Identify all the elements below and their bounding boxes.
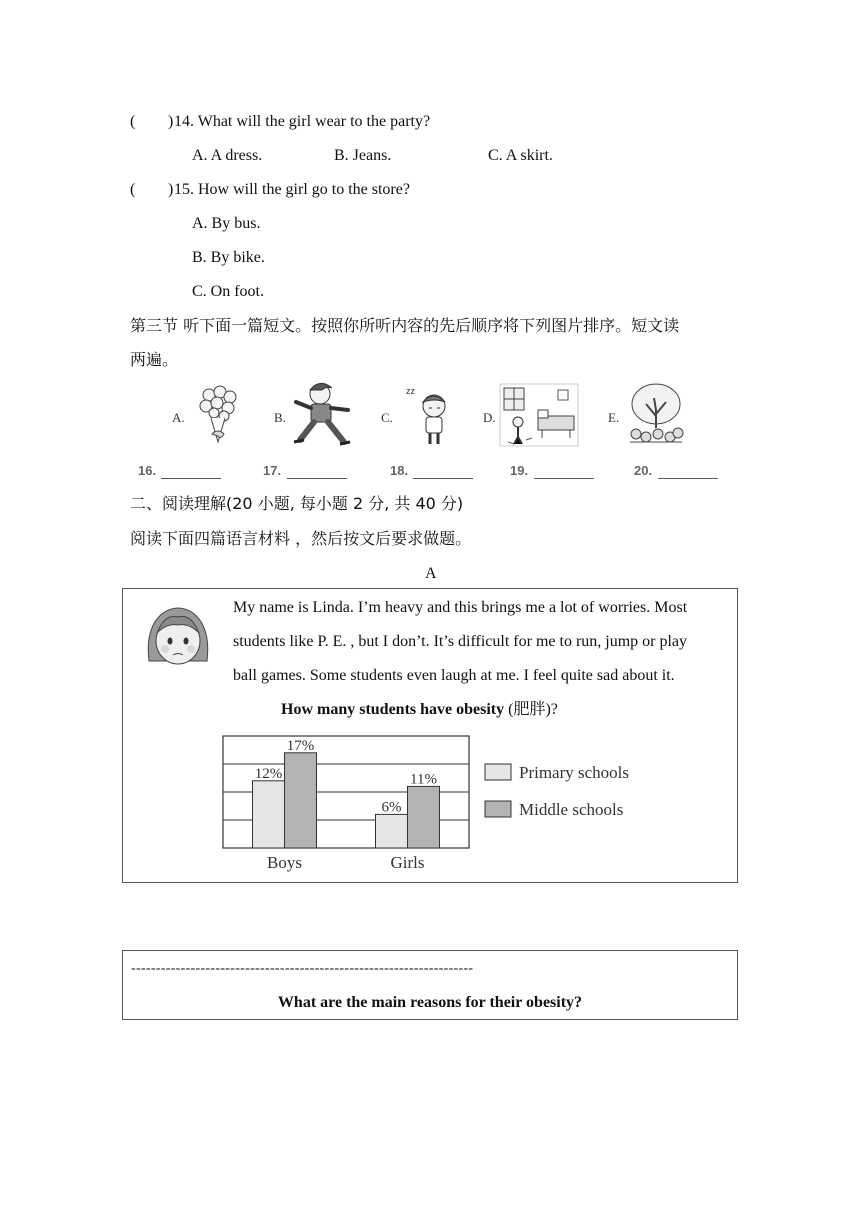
blank-label-18: 18. (390, 463, 409, 478)
passage-letter: A (425, 565, 437, 582)
chart-title (281, 700, 558, 720)
blank-line-17[interactable] (287, 478, 347, 479)
data-label: 11% (410, 771, 437, 788)
flower-bouquet-icon (196, 384, 240, 448)
bar (408, 786, 440, 848)
blank-label-17: 17. (263, 463, 282, 478)
q15-option-a: A. By bus. (192, 215, 261, 232)
q14-option-b: B. Jeans. (334, 147, 392, 164)
bar (285, 753, 317, 848)
blank-label-20: 20. (634, 463, 653, 478)
chart-title-bold: How many students have obesity (281, 701, 505, 718)
data-label: 17% (286, 737, 315, 754)
legend-label: Middle schools (519, 800, 624, 819)
q14-option-c: C. A skirt. (488, 147, 553, 164)
blank-label-19: 19. (510, 463, 529, 478)
blank-line-20[interactable] (658, 478, 718, 479)
question-14: 14. What will the girl wear to the party? (174, 113, 431, 130)
q14-option-a: A. A dress. (192, 147, 263, 164)
data-label: 12% (254, 765, 283, 782)
reading-instruction: 阅读下面四篇语言材料 ，然后按文后要求做题。 (130, 529, 472, 548)
obesity-bar-chart (219, 732, 649, 877)
legend-swatch (485, 764, 511, 780)
section3-instruction-line2: 两遍。 (130, 350, 179, 369)
sleepy-boy-icon (402, 382, 456, 446)
messy-bedroom-icon (498, 382, 580, 448)
picture-label-c: C. (381, 410, 393, 425)
question-15: 15. How will the girl go to the store? (174, 181, 410, 198)
answer-paren-close-15: ) (168, 181, 174, 198)
chart-legend (485, 763, 629, 819)
legend-label: Primary schools (519, 763, 630, 782)
tree-flowers-icon (624, 380, 688, 448)
blank-line-16[interactable] (161, 478, 221, 479)
data-label: 6% (381, 799, 402, 816)
picture-label-b: B. (274, 410, 286, 425)
bar (253, 781, 285, 848)
bar (376, 814, 408, 848)
picture-label-a: A. (172, 410, 185, 425)
passage-line-1: My name is Linda. I’m heavy and this brings me a lot of worries. Most (233, 599, 688, 616)
chart-title-rest: (肥胖)? (504, 701, 558, 718)
answer-paren-open-14: ( (130, 113, 136, 130)
blank-label-16: 16. (138, 463, 157, 478)
category-label: Girls (390, 853, 425, 872)
kungfu-boy-icon (290, 380, 354, 448)
picture-label-e: E. (608, 410, 620, 425)
blank-line-19[interactable] (534, 478, 594, 479)
q15-option-b: B. By bike. (192, 249, 265, 266)
picture-label-d: D. (483, 410, 496, 425)
dashed-separator: --------------------------------------------------------------------- (131, 961, 474, 976)
blank-line-18[interactable] (413, 478, 473, 479)
svg-text:zz: zz (406, 386, 415, 396)
category-label: Boys (267, 853, 302, 872)
box2-title: What are the main reasons for their obesity? (277, 994, 583, 1011)
section3-instruction-line1: 第三节 听下面一篇短文。按照你所听内容的先后顺序将下列图片排序。短文读 (130, 316, 680, 335)
legend-swatch (485, 801, 511, 817)
reading-section-heading: 二、阅读理解(20 小题, 每小题 2 分, 共 40 分) (130, 494, 464, 513)
passage-a-part2-box (122, 950, 738, 1020)
answer-paren-open-15: ( (130, 181, 136, 198)
answer-paren-close-14: ) (168, 113, 174, 130)
passage-line-2: students like P. E. , but I don’t. It’s difficult for me to run, jump or play (233, 633, 688, 650)
passage-line-3: ball games. Some students even laugh at me. I feel quite sad about it. (233, 667, 675, 684)
passage-a-box (122, 588, 738, 883)
girl-avatar-icon (143, 603, 213, 673)
q15-option-c: C. On foot. (192, 283, 264, 300)
